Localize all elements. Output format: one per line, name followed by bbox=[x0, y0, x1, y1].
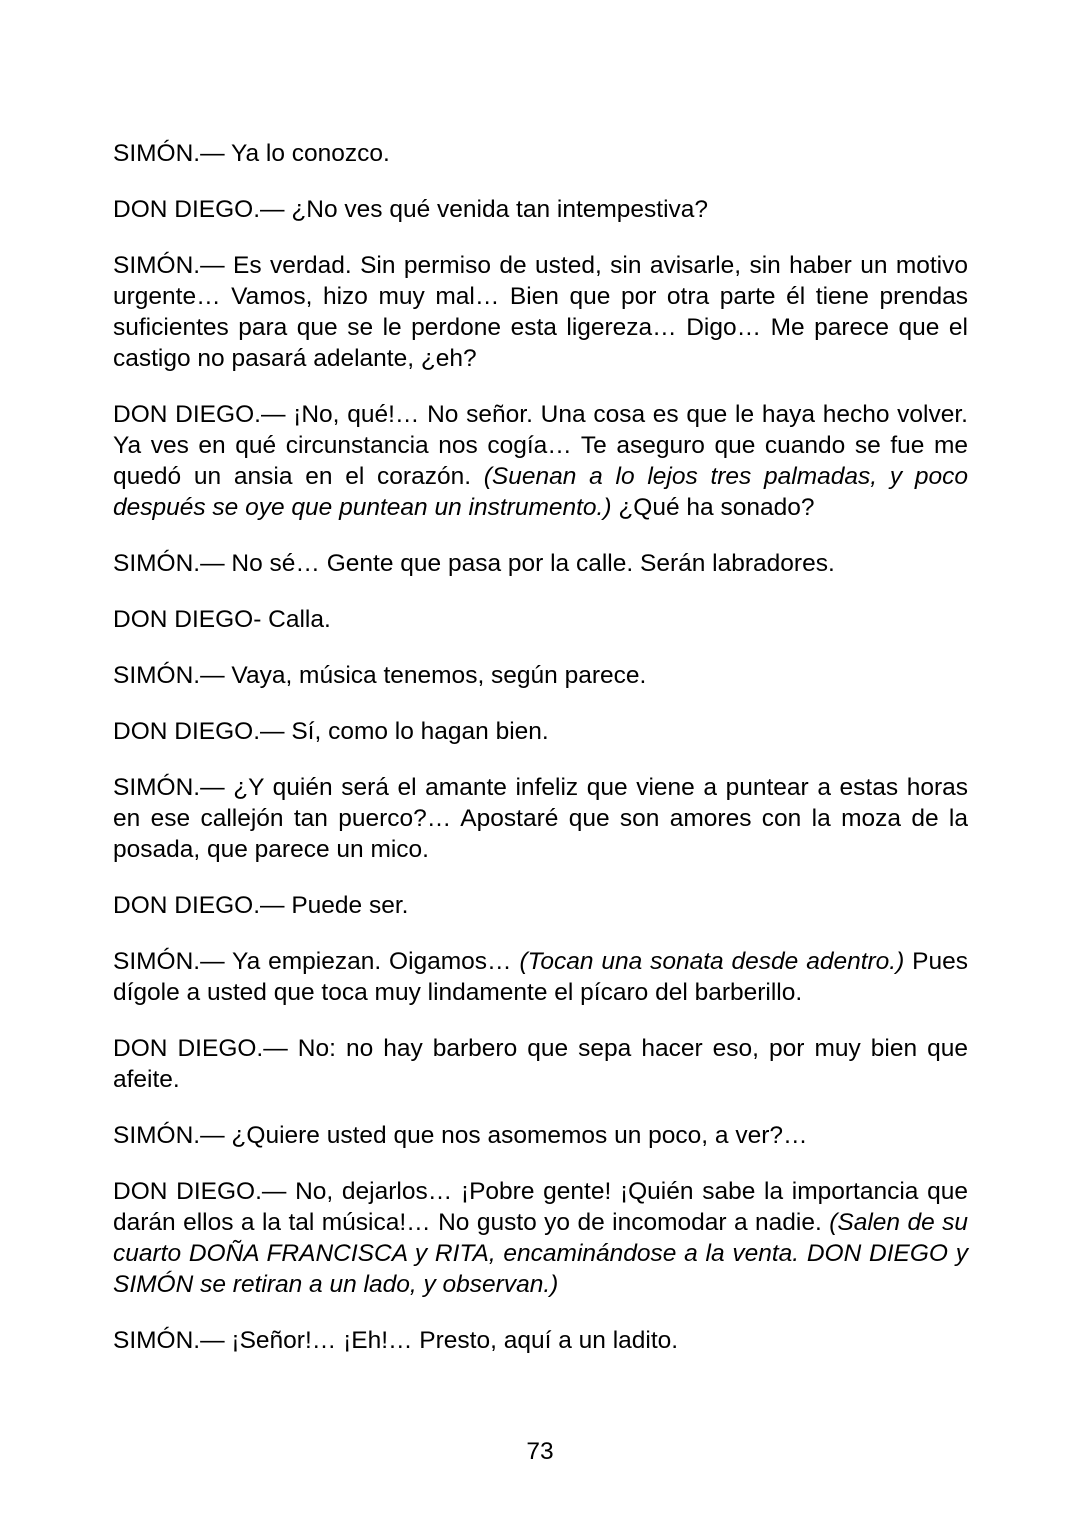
dialogue-paragraph bbox=[113, 890, 968, 921]
dialogue-line: SIMÓN.— No sé… Gente que pasa por la calle. Serán labradores. bbox=[113, 550, 835, 577]
dialogue-paragraph bbox=[113, 946, 968, 1008]
dialogue-line: DON DIEGO.— ¡No, qué!… No señor. Una cosa es que le haya hecho volver. Ya ves en qué circunstancia nos cogía… Te aseguro que cuando se fue me quedó un ansia en el corazón. bbox=[113, 401, 968, 490]
dialogue-paragraph bbox=[113, 660, 968, 691]
dialogue-line: DON DIEGO.— ¿No ves qué venida tan intempestiva? bbox=[113, 196, 709, 223]
dialogue-line: DON DIEGO.— Puede ser. bbox=[113, 892, 409, 919]
dialogue-paragraph bbox=[113, 1033, 968, 1095]
dialogue-paragraph bbox=[113, 1176, 968, 1300]
dialogue-paragraph bbox=[113, 1325, 968, 1356]
dialogue-paragraph bbox=[113, 138, 968, 169]
dialogue-line: SIMÓN.— ¡Señor!… ¡Eh!… Presto, aquí a un ladito. bbox=[113, 1327, 679, 1354]
stage-direction: (Tocan una sonata desde adentro.) bbox=[519, 948, 905, 975]
dialogue-line: SIMÓN.— Ya empiezan. Oigamos… bbox=[113, 948, 520, 975]
dialogue-paragraph bbox=[113, 772, 968, 865]
dialogue-line: SIMÓN.— Vaya, música tenemos, según parece. bbox=[113, 662, 647, 689]
dialogue-line: SIMÓN.— Ya lo conozco. bbox=[113, 140, 390, 167]
dialogue-line: SIMÓN.— ¿Y quién será el amante infeliz que viene a puntear a estas horas en ese callejón tan puerco?… Apostaré que son amores con la moza de la posada, que parece un mico. bbox=[113, 774, 968, 863]
dialogue-line: Pues dígole a usted que toca muy lindamente el pícaro del barberillo. bbox=[113, 948, 968, 1006]
dialogue-paragraph bbox=[113, 1120, 968, 1151]
dialogue-line: SIMÓN.— ¿Quiere usted que nos asomemos un poco, a ver?… bbox=[113, 1122, 808, 1149]
stage-direction: (Salen de su cuarto DOÑA FRANCISCA y RITA, encaminándose a la venta. DON DIEGO y SIMÓN se retiran a un lado, y observan.) bbox=[113, 1209, 968, 1298]
dialogue-paragraph bbox=[113, 194, 968, 225]
dialogue-line: SIMÓN.— Es verdad. Sin permiso de usted, sin avisarle, sin haber un motivo urgente… Vamos, hizo muy mal… Bien que por otra parte él tiene prendas suficientes para que se le perdone esta ligereza… Digo… Me parece que el castigo no pasará adelante, ¿eh? bbox=[113, 252, 968, 372]
dialogue-line: DON DIEGO.— Sí, como lo hagan bien. bbox=[113, 718, 549, 745]
stage-direction: (Suenan a lo lejos tres palmadas, y poco después se oye que puntean un instrumento.) bbox=[113, 463, 968, 521]
page-number: 73 bbox=[526, 1438, 554, 1465]
dialogue-paragraph bbox=[113, 250, 968, 374]
dialogue-line: DON DIEGO- Calla. bbox=[113, 606, 331, 633]
dialogue-text bbox=[113, 138, 968, 1381]
dialogue-paragraph bbox=[113, 548, 968, 579]
dialogue-paragraph bbox=[113, 716, 968, 747]
dialogue-line: ¿Qué ha sonado? bbox=[611, 494, 815, 521]
dialogue-paragraph bbox=[113, 604, 968, 635]
dialogue-line: DON DIEGO.— No: no hay barbero que sepa hacer eso, por muy bien que afeite. bbox=[113, 1035, 968, 1093]
dialogue-paragraph bbox=[113, 399, 968, 523]
dialogue-line: DON DIEGO.— No, dejarlos… ¡Pobre gente! ¡Quién sabe la importancia que darán ellos a la tal música!… No gusto yo de incomodar a nadie. bbox=[113, 1178, 968, 1236]
